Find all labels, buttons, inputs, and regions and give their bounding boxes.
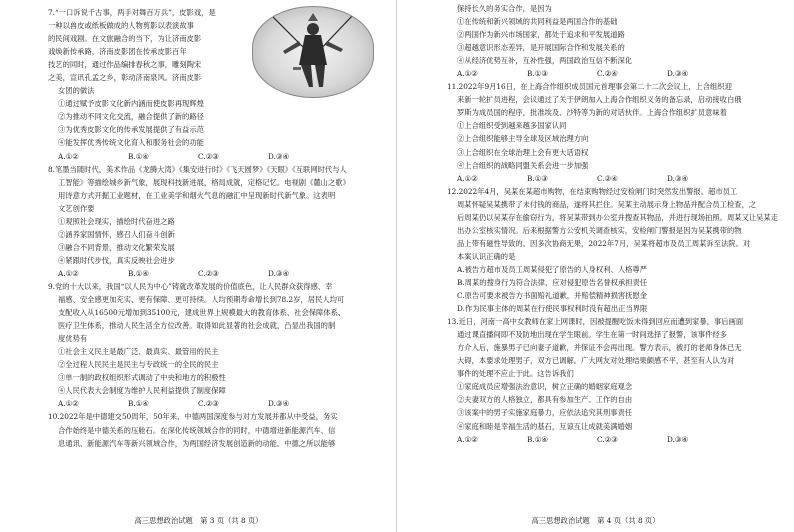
q11-option: ①上合组织受到越来越多国家认同	[457, 121, 567, 131]
q11-option: ②上合组织能够主导全球及区域治理方向	[457, 134, 589, 144]
q9-line: 支配收入从16500元增加到35100元，建成世界上规模最大的教育体系、社会保障体系、	[58, 308, 346, 318]
question-10-continued	[447, 2, 778, 80]
choice-c: C.②③	[198, 268, 219, 278]
q7-option: ①通过赋予皮影文化新内涵而使皮影再现辉煌	[58, 99, 204, 109]
choice-d: D.③④	[667, 434, 688, 444]
q9-option: ③单一制的政权组织形式调动了中央和地方的积极性	[58, 373, 226, 383]
question-11	[447, 80, 778, 184]
q12-option: B.周某的搜身行为符合法律，应对侵犯原告名誉权承担责任	[457, 277, 648, 287]
choice-d: D.③④	[268, 268, 289, 278]
q9-option: ④人民代表大会制度为维护人民利益提供了制度保障	[58, 386, 226, 396]
q8-line: 用诗意方式开掘工业题材，在工业美学和烟火气息的融汇中呈现新时代新气象。这表明	[58, 190, 336, 200]
q9-line: 度优势有	[58, 334, 88, 344]
right-page	[397, 0, 794, 532]
choice-a: A.①②	[58, 399, 79, 409]
choice-c: C.②④	[597, 69, 618, 79]
q7-option: ②为推动不同文化交流，融合提供了新的路径	[58, 112, 204, 122]
choice-a: A.①②	[58, 151, 79, 161]
q12-option: C.原告可要求被告方书面赔礼道歉，并赔偿精神损害抚慰金	[457, 291, 648, 301]
q13-line: 大碍，本要求处理男子，双方已调解。广大网友对处理结果颇感不平，甚至有人认为对	[457, 356, 735, 366]
q10-option: ①在传统和新兴领域的共同利益是两国合作的基础	[457, 17, 618, 27]
q10-choices	[447, 67, 778, 80]
q7-line: 女团的做法	[58, 86, 95, 96]
question-13	[447, 315, 778, 445]
q10-option: ②两国作为新兴市场国家，都处于追求和平发展道路	[457, 30, 625, 40]
q8-option: ②涵养家国情怀，感召人们奋斗创新	[58, 229, 175, 239]
choice-a: A.①②	[457, 434, 478, 444]
q11-line: 来新一轮扩员进程，会议通过了关于伊朗加入上海合作组织义务的备忘录，启动接收白俄	[457, 95, 742, 105]
q7-line: 的民间戏剧。在文旅融合的当下，为让济南皮影	[48, 34, 202, 44]
q8-line: 8.笔墨当随时代，美术作品《龙腾大湾》《集安进行时》《飞天圆梦》《天眼》《互联网时代与人	[48, 164, 347, 174]
q10-option: ③超越意识形态差异，是开展国际合作和发展关系的	[457, 43, 625, 53]
q12-line: 12.2022年4月，吴某在某超市购物，在结束购物经过安检闸门时突然发出警报。超市员工	[447, 186, 738, 196]
q11-line: 罗斯为成员国的程序，批准埃及、沙特等为新的对话伙伴。上海合作组织扩员意味着	[457, 108, 727, 118]
q13-line: 通过课直播间即不及防地出现在学生眼前。学生在第一时间选择了报警，该事件经多	[457, 330, 727, 340]
shadow-puppet-image	[252, 6, 374, 98]
choice-d: D.③④	[667, 69, 688, 79]
q13-option: ①家庭成员应增强法治意识，树立正确的婚姻家庭观念	[457, 382, 633, 392]
page-footer-right: 高三思想政治试题 第 4 页（共 8 页）	[531, 516, 660, 525]
question-9	[48, 280, 389, 410]
question-10	[48, 410, 389, 449]
q11-option: ③上合组织在全球治理上会有更大话语权	[457, 147, 589, 157]
choice-d: D.③④	[268, 151, 289, 161]
q13-option: ③该案中的男子实施家庭暴力，应依法追究其刑事责任	[457, 408, 633, 418]
choice-b: B.①③	[527, 173, 548, 183]
q9-option: ①社会主义民主是最广泛、最真实、最管用的民主	[58, 347, 219, 357]
choice-c: C.②③	[597, 434, 618, 444]
q9-line: 医疗卫生体系，推动人民生活全方位改善。取得如此显著的社会成就，凸显出我国的制	[58, 321, 336, 331]
q10-line: 保持长久的务实合作，是因为	[457, 4, 552, 13]
q13-choices	[447, 433, 778, 446]
page-footer-left: 高三思想政治试题 第 3 页（共 8 页）	[134, 516, 263, 525]
q12-line: 周某怀疑吴某携带了未付钱的商品，遂将其拦住。吴某主动展示身上物品并配合员工检查，之	[457, 199, 757, 209]
q7-option: ③为优秀皮影文化的传承发展提供了有益示范	[58, 125, 204, 135]
q13-option: ④家庭和睦是幸福生活的基石，互谅互让成就美满婚姻	[457, 421, 633, 431]
q7-line: 戏焕新传承路，济南皮影团在传承皮影百年	[48, 47, 187, 57]
q13-line: 13.近日，河南一高中女教师在家上网课时，因被提醒吃饭未得到回应而遭到家暴，事后画面	[447, 317, 744, 327]
q7-line: 7.“一口诉说千古事，两手对舞百万兵”，皮影戏，是	[48, 8, 216, 17]
question-8	[48, 163, 389, 280]
choice-a: A.①②	[457, 69, 478, 79]
choice-c: C.②③	[198, 151, 219, 161]
choice-b: B.①④	[128, 268, 149, 278]
q9-line: 福感、安全感更加充实、更有保障、更可持续。人均预期寿命增长到78.2岁，居民人均可	[58, 295, 345, 305]
q9-option: ②全过程人民民主是民主与专政统一的全民的民主	[58, 360, 219, 370]
q12-line: 品上带有磁性导致的。因多次协商无果，2022年7月，吴某将超市及员工周某诉至法院。对	[457, 238, 751, 248]
q8-option: ③融合不同背景，推动文化繁荣发展	[58, 242, 175, 252]
choice-a: A.①②	[457, 173, 478, 183]
q10-line: 10.2022年是中德建交50周年，50年来，中德两国深度参与对方发展并都从中受益，务实	[48, 412, 338, 422]
q10-line: 合作始终是中德关系的压舱石。在深化传统领域合作的同时，中德增进新能源汽车、信	[58, 425, 336, 435]
choice-b: B.①④	[527, 434, 548, 444]
q10-line: 息通讯、新能源汽车等新兴领域合作，为两国经济发展创造新的动能。中德之所以能够	[58, 438, 336, 448]
question-12	[447, 185, 778, 315]
q7-line: 之美，宣讯孔孟之乡，彰动济南泉风。济南皮影	[48, 73, 202, 83]
q8-line: 工智能》等描绘城乡新气象，展现科技新进展，格局成就，定格记忆。电视剧《麓山之歌》	[58, 177, 350, 187]
q8-option: ④紧跟时代步伐，真实反映社会进步	[58, 255, 175, 265]
q9-line: 9.党的十大以来，我国“以人民为中心”铸就改革发展的价值底色，让人民群众获得感、幸	[48, 281, 333, 291]
q13-option: ②夫妻双方的人格独立，都具有参加生产、工作的自由	[457, 395, 633, 405]
choice-a: A.①②	[58, 268, 79, 278]
q8-choices	[48, 267, 389, 280]
q11-option: ④上合组织的战略同盟关系会进一步加强	[457, 160, 589, 170]
q12-line: 出办公室核实情况。后来根据警方公安机关调查核实，安检闸门警报是因为吴某携带的物	[457, 225, 742, 235]
q12-option: D.作为民事主体的周某在行使民事权利时没有超出正当界限	[457, 304, 648, 314]
choice-c: C.②④	[597, 173, 618, 183]
q13-line: 方介入后，施暴男子已向妻子道歉，并保证不会再出现。警方表示，被打的老师身体已无	[457, 343, 742, 353]
q8-option: ①观照社会现实，描绘时代奋进之路	[58, 216, 175, 226]
choice-d: D.③④	[268, 399, 289, 409]
q7-choices	[48, 150, 389, 163]
q8-line: 文艺创作要	[58, 203, 95, 213]
q12-line: 本案认识正确的是	[457, 251, 516, 261]
choice-c: C.②③	[198, 399, 219, 409]
choice-b: B.①④	[128, 151, 149, 161]
q10-option: ④从经济优势互补，互补性强，两国政治互信不断深化	[457, 56, 633, 66]
choice-d: D.③④	[667, 173, 688, 183]
choice-b: B.①③	[527, 69, 548, 79]
q7-option: ④能发挥优秀传统文化育人和服务社会的功能	[58, 138, 204, 148]
shadow-puppet-icon	[253, 7, 373, 97]
q7-line: 一种以兽皮或纸板做成的人物剪影以表演故事	[48, 21, 194, 31]
q13-line: 事件的处理不应止于此。这告诉我们	[457, 369, 574, 379]
q11-choices	[447, 172, 778, 185]
q12-line: 后周某仍以吴某存在偷窃行为，将吴某带到办公室并搜查其物品，并进行现场拍照。周某又让吴某走	[457, 212, 778, 222]
q9-choices	[48, 397, 389, 410]
choice-b: B.①④	[128, 399, 149, 409]
q7-line: 技艺的同时，通过作品编排春秋之事，雕刻陶宋	[48, 60, 202, 70]
q11-line: 11.2022年9月16日，在上海合作组织成员国元首理事会第二十二次会议上，上合组织迎	[447, 82, 732, 92]
q12-option: A.被告方超市及员工周某侵犯了原告的人身权利、人格尊严	[457, 264, 648, 274]
